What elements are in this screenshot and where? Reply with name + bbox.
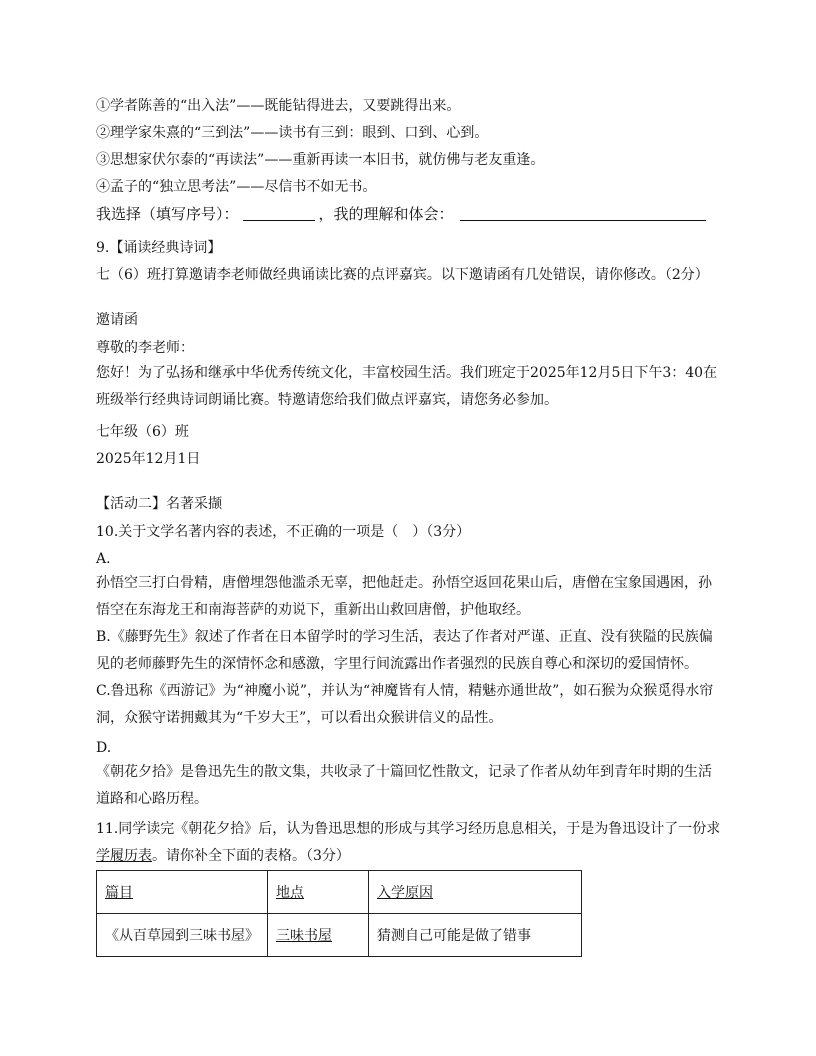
letter-date: 2025年12月1日 [96,451,201,467]
letter-body: 您好！为了弘扬和继承中华优秀传统文化，丰富校园生活。我们班定于2025年12月5日下午3：40在班级举行经典诗词朗诵比赛。特邀请您给我们做点评嘉宾，请您务必参加。 [96,365,718,408]
q10-option-a-text: 孙悟空三打白骨精，唐僧埋怨他滥杀无辜，把他赶走。孙悟空返回花果山后，唐僧在宝象国遇困，孙悟空在东海龙王和南海菩萨的劝说下，重新出山救回唐僧，护他取经。 [96,575,712,618]
table-cell: 《从百草园到三味书屋》 [97,914,268,957]
table-header-row [97,871,582,914]
table-header-cell: 篇目 [97,871,268,914]
activity2-heading: 【活动二】名著采撷 [96,496,222,512]
reading-method-3: ③思想家伏尔泰的“再读法”——重新再读一本旧书，就仿佛与老友重逢。 [96,152,545,168]
table-cell: 猜测自己可能是做了错事 [369,914,582,957]
q9-prompt: 七（6）班打算邀请李老师做经典诵读比赛的点评嘉宾。以下邀请函有几处错误，请你修改。（2分） [96,267,709,283]
answer-choice-row [96,203,706,225]
q11-underlined-term: 学履历表 [96,848,152,864]
q10-option-c: C.鲁迅称《西游记》为“神魔小说”，并认为“神魔皆有人情，精魅亦通世故”，如石猴为众猴觅得水帘洞，众猴守诺拥戴其为“千岁大王”，可以看出众猴讲信义的品性。 [96,683,714,726]
q11-stem-rest: 。请你补全下面的表格。（3分） [152,848,350,864]
q9-heading: 9.【诵读经典诗词】 [96,240,222,256]
q10-stem: 10.关于文学名著内容的表述，不正确的一项是（ ）（3分） [96,524,471,540]
table-cell: 三味书屋 [268,914,369,957]
reading-method-4: ④孟子的“独立思考法”——尽信书不如无书。 [96,179,377,195]
letter-signature: 七年级（6）班 [96,424,189,440]
q11-stem-line2 [96,846,350,866]
letter-salutation: 尊敬的李老师： [96,340,194,356]
q11-stem-line1: 11.同学读完《朝花夕拾》后，认为鲁迅思想的形成与其学习经历息息相关，于是为鲁迅设计了一份求 [96,821,721,837]
table-row [97,914,582,957]
q10-option-d-label: D. [96,740,112,756]
table-header-cell: 地点 [268,871,369,914]
study-history-table [96,870,582,957]
letter-title: 邀请函 [96,312,138,328]
choice-prefix: 我选择（填写序号）： [96,205,239,223]
choice-number-blank[interactable] [243,204,315,221]
choice-middle: ，我的理解和体会： [318,205,454,223]
table-header-cell: 入学原因 [369,871,582,914]
q10-option-d-text: 《朝花夕拾》是鲁迅先生的散文集，共收录了十篇回忆性散文，记录了作者从幼年到青年时期的生活道路和心路历程。 [96,764,712,807]
reading-method-2: ②理学家朱熹的“三到法”——读书有三到：眼到、口到、心到。 [96,125,489,141]
q10-option-b: B.《藤野先生》叙述了作者在日本留学时的学习生活，表达了作者对严谨、正直、没有狭隘的民族偏见的老师藤野先生的深情怀念和感激，字里行间流露出作者强烈的民族自尊心和深切的爱国情怀。 [96,629,713,672]
understanding-blank[interactable] [460,204,706,221]
q10-option-a-label: A. [96,551,111,567]
reading-method-1: ①学者陈善的“出入法”——既能钻得进去，又要跳得出来。 [96,98,461,114]
